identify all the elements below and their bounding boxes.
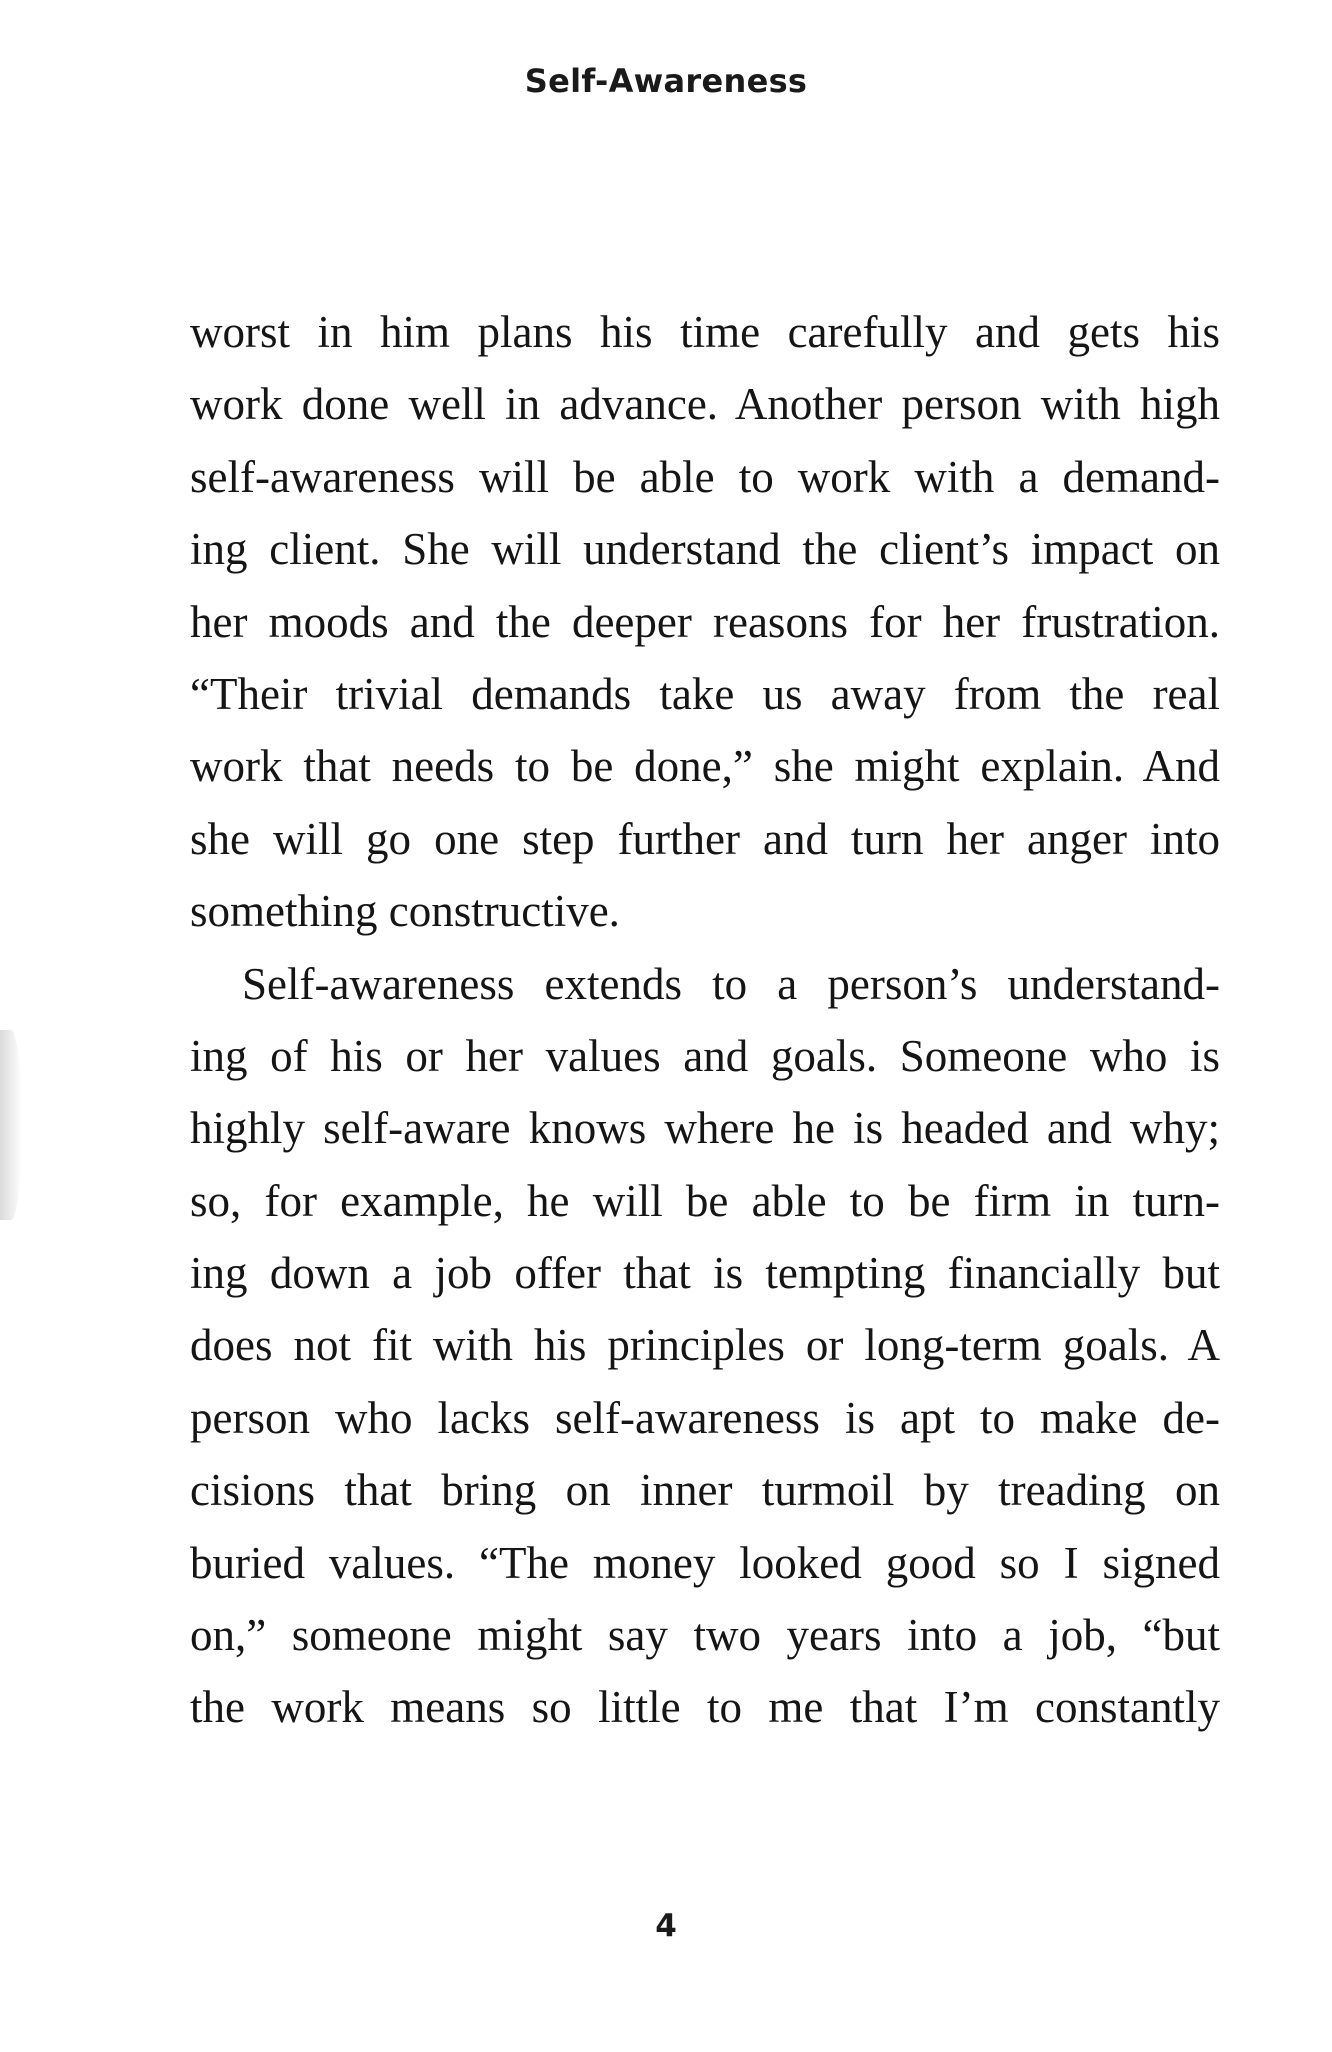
text-line: work done well in advance. Another person with high: [190, 379, 1220, 430]
text-line: person who lacks self-awareness is apt to make de-: [190, 1392, 1220, 1443]
text-line: so, for example, he will be able to be firm in turn-: [190, 1175, 1220, 1226]
page-edge-shadow: [0, 1030, 22, 1220]
text-line: ing down a job offer that is tempting financially but: [190, 1248, 1220, 1299]
text-line: on,” someone might say two years into a job, “but: [190, 1610, 1220, 1661]
text-line: the work means so little to me that I’m constantly: [190, 1682, 1220, 1733]
text-line: she will go one step further and turn her anger into: [190, 813, 1220, 864]
paragraph-2: [190, 948, 1220, 1744]
text-line: something constructive.: [190, 886, 620, 937]
text-line: work that needs to be done,” she might explain. And: [190, 741, 1220, 792]
text-line: cisions that bring on inner turmoil by treading on: [190, 1465, 1220, 1516]
text-line: ing of his or her values and goals. Someone who is: [190, 1030, 1220, 1081]
body-text: [190, 296, 1220, 1744]
paragraph-1: [190, 296, 1220, 948]
text-line: her moods and the deeper reasons for her frustration.: [190, 596, 1220, 647]
running-head: Self-Awareness: [524, 62, 808, 100]
text-line: “Their trivial demands take us away from the real: [190, 668, 1220, 719]
text-line: ing client. She will understand the client’s impact on: [190, 524, 1220, 575]
text-line: highly self-aware knows where he is headed and why;: [190, 1103, 1220, 1154]
text-line: does not fit with his principles or long-term goals. A: [190, 1320, 1220, 1371]
text-line: buried values. “The money looked good so I signed: [190, 1537, 1220, 1588]
text-line: worst in him plans his time carefully and gets his: [190, 307, 1220, 357]
page-number: 4: [655, 1908, 677, 1944]
text-line: Self-awareness extends to a person’s understand-: [242, 958, 1220, 1009]
text-line: self-awareness will be able to work with a demand-: [190, 451, 1220, 502]
